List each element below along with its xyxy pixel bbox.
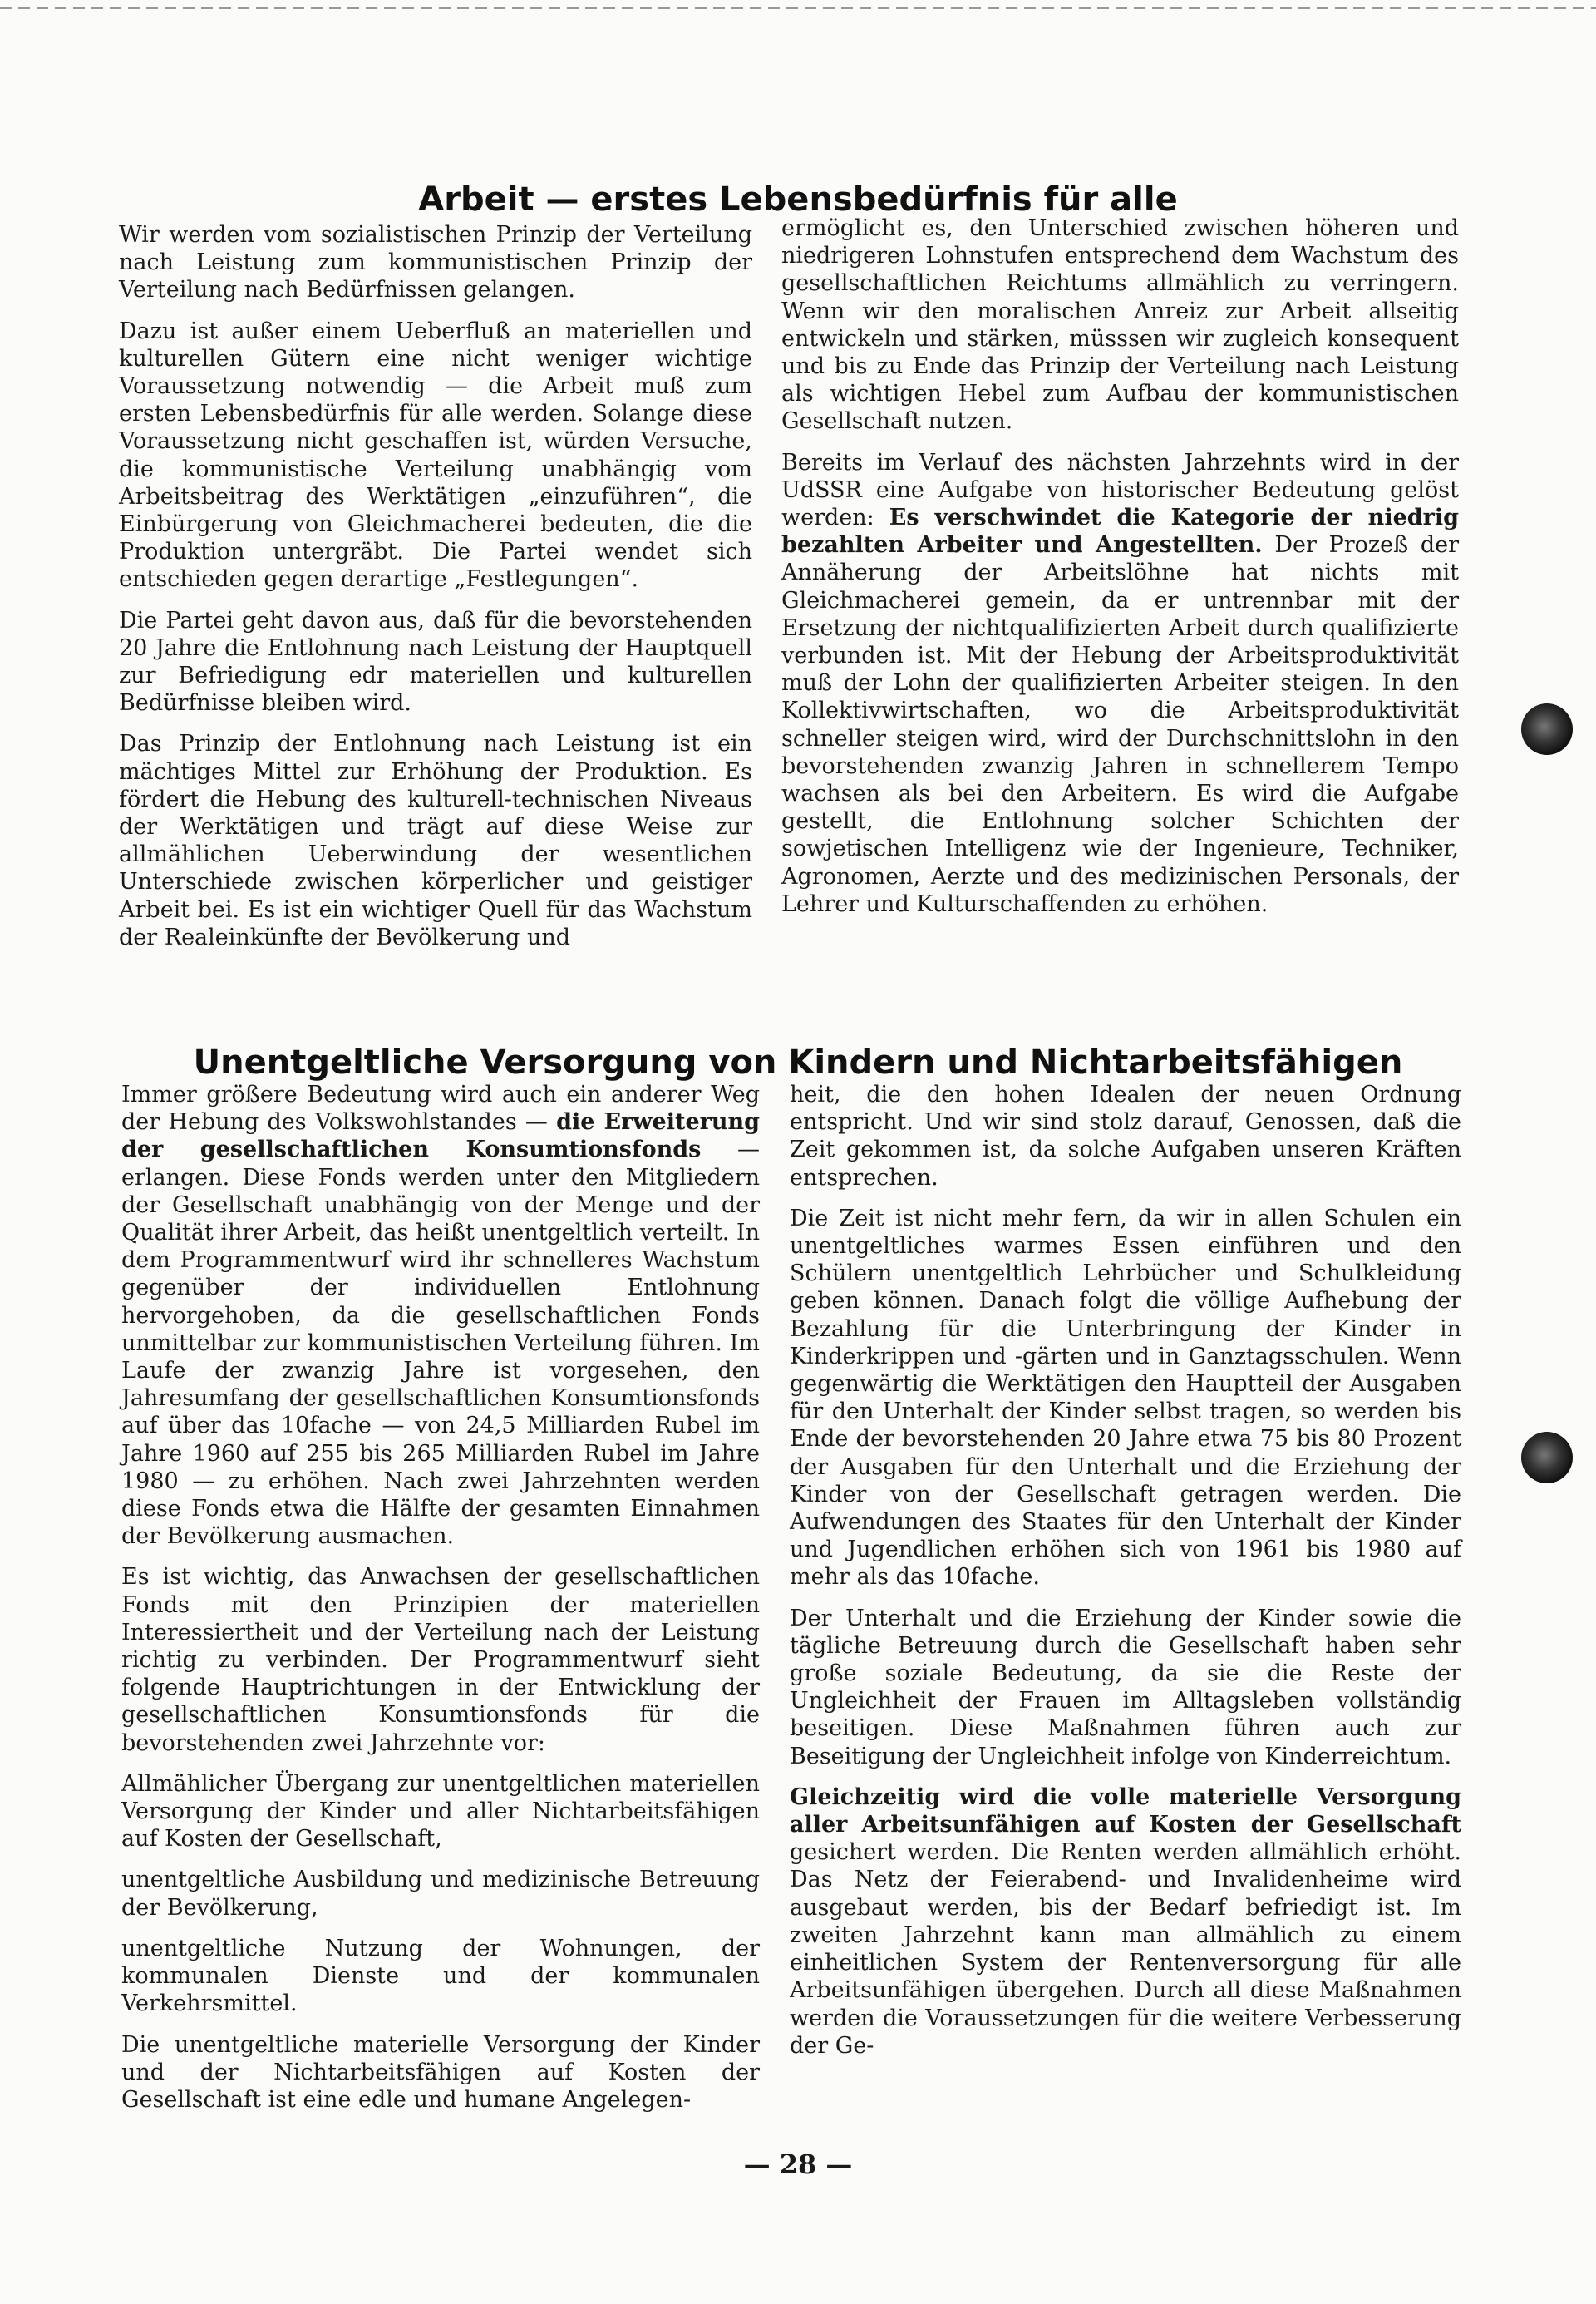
text: Wir werden vom sozialistischen Prinzip der Verteilung nach Leistung zum kommunistischen Prinzip der Verteilung nach Bedürfnissen gelangen. bbox=[119, 222, 752, 303]
text: Der Unterhalt und die Erziehung der Kinder sowie die tägliche Betreuung durch die Gesellschaft haben sehr große soziale Bedeutung, da sie die Reste der Ungleichheit der Frauen im Alltagsleben vollständig beseitigen. Diese Maßnahmen führen auch zur Beseitigung der Ungleichheit infolge von Kinderreichtum. bbox=[790, 1605, 1461, 1769]
emphasized-text: die Erweiterung der gesellschaftlichen Konsumtionsfonds bbox=[121, 1109, 760, 1163]
text: Immer größere Bedeutung wird auch ein anderer Weg der Hebung des Volkswohlstandes — bbox=[121, 1082, 760, 1136]
paragraph bbox=[121, 1935, 760, 2018]
scan-edge-line bbox=[0, 7, 1596, 9]
text: unentgeltliche Nutzung der Wohnungen, der kommunalen Dienste und der kommunalen Verkehrsmittel. bbox=[121, 1935, 760, 2017]
emphasized-text: Es verschwindet die Kategorie der niedrig bezahlten Arbeiter und Angestellten. bbox=[781, 505, 1459, 559]
text: unentgeltliche Ausbildung und medizinische Betreuung der Bevölkerung, bbox=[121, 1867, 760, 1921]
text: ermöglicht es, den Unterschied zwischen höheren und niedrigeren Lohnstufen entsprechend dem Wachstum des gesellschaftlichen Reichtums allmählich zu verringern. Wenn wir den moralischen Anreiz zur Arbeit allseitig entwickeln und stärken, müsssen wir zugleich konsequent und bis zu Ende das Prinzip der Verteilung nach Leistung als wichtigen Hebel zum Aufbau der kommunistischen Gesellschaft nutzen. bbox=[781, 215, 1459, 435]
paragraph bbox=[119, 318, 752, 594]
paragraph bbox=[119, 607, 752, 718]
text: Dazu ist außer einem Ueberfluß an materiellen und kulturellen Gütern eine nicht weniger wichtige Voraussetzung notwendig — die Arbeit muß zum ersten Lebensbedürfnis für alle werden. Solange diese Voraussetzung nicht geschaffen ist, würden Versuche, die kommunistische Verteilung unabhängig vom Arbeitsbeitrag des Werktätigen „einzuführen“, die Einbürgerung von Gleichmacherei bedeuten, die die Produktion untergräbt. Die Partei wendet sich entschieden gegen derartige „Festlegungen“. bbox=[119, 318, 752, 593]
paragraph bbox=[790, 1784, 1461, 2060]
paragraph bbox=[119, 730, 752, 951]
section-1-right-column bbox=[781, 215, 1459, 931]
paragraph bbox=[121, 1563, 760, 1756]
section-2-heading: Unentgeltliche Versorgung von Kindern und Nichtarbeitsfähigen bbox=[193, 1043, 1403, 1082]
paragraph bbox=[781, 215, 1459, 436]
paragraph bbox=[121, 1866, 760, 1921]
text: Das Prinzip der Entlohnung nach Leistung ist ein mächtiges Mittel zur Erhöhung der Produktion. Es fördert die Hebung des kulturell-technischen Niveaus der Werktätigen und trägt auf diese Weise zur allmählichen Ueberwindung der wesentlichen Unterschiede zwischen körperlicher und geistiger Arbeit bei. Es ist ein wichtiger Quell für das Wachstum der Realeinkünfte der Bevölkerung und bbox=[119, 731, 752, 950]
section-2-right-column bbox=[790, 1081, 1461, 2073]
text: Es ist wichtig, das Anwachsen der gesellschaftlichen Fonds mit den Prinzipien der materiellen Interessiertheit und der Verteilung nach der Leistung richtig zu verbinden. Der Programmentwurf sieht folgende Hauptrichtungen in der Entwicklung der gesellschaftlichen Konsumtionsfonds für die bevorstehenden zwei Jahrzehnte vor: bbox=[121, 1564, 760, 1756]
section-1-heading: Arbeit — erstes Lebensbedürfnis für alle bbox=[418, 180, 1178, 219]
paragraph bbox=[121, 2031, 760, 2114]
text: Bereits im Verlauf des nächsten Jahrzehnts wird in der UdSSR eine Aufgabe von historischer Bedeutung gelöst werden: bbox=[781, 449, 1459, 531]
paragraph bbox=[781, 449, 1459, 918]
text: heit, die den hohen Idealen der neuen Ordnung entspricht. Und wir sind stolz darauf, Genossen, daß die Zeit gekommen ist, da solche Aufgaben unseren Kräften entsprechen. bbox=[790, 1082, 1461, 1191]
text: Der Prozeß der Annäherung der Arbeitslöhne hat nichts mit Gleichmacherei gemein, da er untrennbar mit der Ersetzung der nichtqualifizierten Arbeit durch qualifizierte verbunden ist. Mit der Hebung der Arbeitsproduktivität muß der Lohn der qualifizierten Arbeiter steigen. In den Kollektivwirtschaften, wo die Arbeitsproduktivität schneller steigen wird, wird der Durchschnittslohn in den bevorstehenden zwanzig Jahren in schnellerem Tempo wachsen als bei den Arbeitern. Es wird die Aufgabe gestellt, die Entlohnung solcher Schichten der sowjetischen Intelligenz wie der Ingenieure, Techniker, Agronomen, Aerzte und des medizinischen Personals, der Lehrer und Kulturschaffenden zu erhöhen. bbox=[781, 532, 1459, 917]
paragraph bbox=[121, 1770, 760, 1853]
paragraph bbox=[119, 221, 752, 304]
punch-hole-icon bbox=[1521, 1432, 1573, 1483]
text: Die unentgeltliche materielle Versorgung der Kinder und der Nichtarbeitsfähigen auf Kosten der Gesellschaft ist eine edle und humane Angelegen- bbox=[121, 2031, 760, 2113]
section-2-left-column bbox=[121, 1081, 760, 2127]
paragraph bbox=[790, 1605, 1461, 1770]
section-1-left-column bbox=[119, 221, 752, 965]
emphasized-text: Gleichzeitig wird die volle materielle Versorgung aller Arbeitsunfähigen auf Kosten der Gesellschaft bbox=[790, 1784, 1461, 1838]
text: Allmählicher Übergang zur unentgeltlichen materiellen Versorgung der Kinder und aller Nichtarbeitsfähigen auf Kosten der Gesellschaft, bbox=[121, 1770, 760, 1853]
punch-hole-icon bbox=[1521, 703, 1573, 755]
text: Die Zeit ist nicht mehr fern, da wir in allen Schulen ein unentgeltliches warmes Essen einführen und den Schülern unentgeltlich Lehrbücher und Schulkleidung geben können. Danach folgt die völlige Aufhebung der Bezahlung für die Unterbringung der Kinder in Kinderkrippen und -gärten und in Ganztagsschulen. Wenn gegenwärtig die Werktätigen den Hauptteil der Ausgaben für den Unterhalt der Kinder selbst tragen, so werden bis Ende der bevorstehenden 20 Jahre etwa 75 bis 80 Prozent der Ausgaben für den Unterhalt und die Erziehung der Kinder von der Gesellschaft getragen werden. Die Aufwendungen des Staates für den Unterhalt der Kinder und Jugendlichen erhöhen sich von 1961 bis 1980 auf mehr als das 10fache. bbox=[790, 1205, 1461, 1591]
text: — erlangen. Diese Fonds werden unter den Mitgliedern der Gesellschaft unabhängig von der Menge und der Qualität ihrer Arbeit, das heißt unentgeltlich verteilt. In dem Programmentwurf wird ihr schnelleres Wachstum gegenüber der individuellen Entlohnung hervorgehoben, da die gesellschaftlichen Fonds unmittelbar zur kommunistischen Verteilung führen. Im Laufe der zwanzig Jahre ist vorgesehen, den Jahresumfang der gesellschaftlichen Konsumtionsfonds auf über das 10fache — von 24,5 Milliarden Rubel im Jahre 1960 auf 255 bis 265 Milliarden Rubel im Jahre 1980 — zu erhöhen. Nach zwei Jahrzehnten werden diese Fonds etwa die Hälfte der gesamten Einnahmen der Bevölkerung ausmachen. bbox=[121, 1137, 760, 1550]
paragraph bbox=[790, 1205, 1461, 1591]
page-number: — 28 — bbox=[743, 2149, 853, 2180]
paragraph bbox=[790, 1081, 1461, 1191]
text: Die Partei geht davon aus, daß für die bevorstehenden 20 Jahre die Entlohnung nach Leistung der Hauptquell zur Befriedigung edr materiellen und kulturellen Bedürfnisse bleiben wird. bbox=[119, 607, 752, 717]
paragraph bbox=[121, 1081, 760, 1550]
text: gesichert werden. Die Renten werden allmählich erhöht. Das Netz der Feierabend- und Invalidenheime wird ausgebaut werden, bis der Bedarf befriedigt ist. Im zweiten Jahrzehnt kann man allmählich zu einem einheitlichen System der Rentenversorgung für alle Arbeitsunfähigen übergehen. Durch all diese Maßnahmen werden die Voraussetzungen für die weitere Verbesserung der Ge- bbox=[790, 1839, 1461, 2059]
